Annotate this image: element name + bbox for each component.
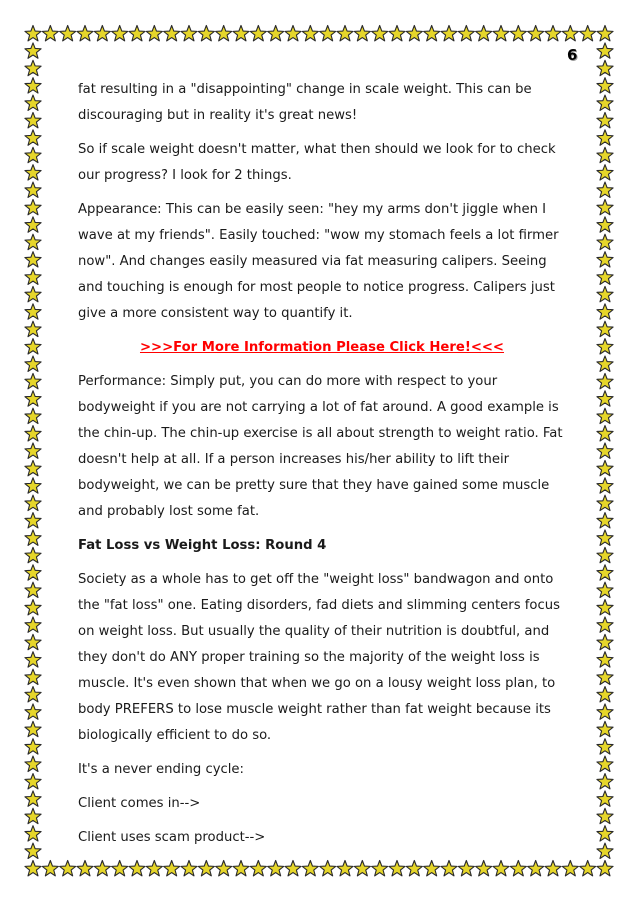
star-icon xyxy=(597,513,613,528)
star-icon xyxy=(424,26,440,41)
star-icon xyxy=(60,26,76,41)
star-icon xyxy=(129,26,145,41)
star-icon xyxy=(597,252,613,267)
star-icon xyxy=(25,286,41,301)
star-icon xyxy=(233,861,249,876)
star-icon xyxy=(25,356,41,371)
star-icon xyxy=(285,26,301,41)
star-icon xyxy=(406,26,422,41)
star-icon xyxy=(216,861,232,876)
star-icon xyxy=(597,356,613,371)
star-icon xyxy=(389,861,405,876)
star-icon xyxy=(597,26,613,41)
star-icon xyxy=(597,78,613,93)
star-icon xyxy=(597,565,613,580)
star-icon xyxy=(597,739,613,754)
star-icon xyxy=(597,269,613,284)
star-icon xyxy=(216,26,232,41)
star-icon xyxy=(42,26,58,41)
star-icon xyxy=(597,704,613,719)
star-icon xyxy=(597,321,613,336)
star-icon xyxy=(25,182,41,197)
star-icon xyxy=(597,199,613,214)
star-icon xyxy=(25,774,41,789)
star-icon xyxy=(372,861,388,876)
star-icon xyxy=(233,26,249,41)
star-icon xyxy=(129,861,145,876)
star-icon xyxy=(597,774,613,789)
star-icon xyxy=(302,861,318,876)
star-icon xyxy=(25,217,41,232)
star-icon xyxy=(25,478,41,493)
star-icon xyxy=(372,26,388,41)
star-icon xyxy=(597,234,613,249)
star-icon xyxy=(354,861,370,876)
star-icon xyxy=(406,861,422,876)
star-icon xyxy=(112,861,128,876)
star-icon xyxy=(25,652,41,667)
star-icon xyxy=(25,843,41,858)
star-icon xyxy=(597,721,613,736)
star-icon xyxy=(597,43,613,58)
star-icon xyxy=(25,826,41,841)
star-icon xyxy=(25,460,41,475)
star-icon xyxy=(25,808,41,823)
star-icon xyxy=(562,861,578,876)
star-icon xyxy=(597,600,613,615)
star-icon xyxy=(510,861,526,876)
star-icon xyxy=(25,600,41,615)
star-icon xyxy=(597,791,613,806)
star-icon xyxy=(25,756,41,771)
star-icon xyxy=(146,26,162,41)
star-icon xyxy=(597,165,613,180)
star-icon xyxy=(597,112,613,127)
star-icon xyxy=(476,26,492,41)
star-icon xyxy=(441,26,457,41)
star-icon xyxy=(597,756,613,771)
star-icon xyxy=(320,26,336,41)
star-icon xyxy=(597,95,613,110)
star-icon xyxy=(597,826,613,841)
star-icon xyxy=(25,426,41,441)
star-icon xyxy=(597,530,613,545)
star-icon xyxy=(597,495,613,510)
star-icon xyxy=(597,443,613,458)
star-icon xyxy=(25,547,41,562)
section-heading: Fat Loss vs Weight Loss: Round 4 xyxy=(78,538,327,553)
star-icon xyxy=(545,861,561,876)
star-icon xyxy=(285,861,301,876)
star-icon xyxy=(25,373,41,388)
star-icon xyxy=(597,617,613,632)
star-icon xyxy=(181,26,197,41)
star-icon xyxy=(25,495,41,510)
star-icon xyxy=(389,26,405,41)
star-icon xyxy=(337,861,353,876)
star-icon xyxy=(528,26,544,41)
star-icon xyxy=(25,704,41,719)
star-icon xyxy=(25,165,41,180)
star-icon xyxy=(25,60,41,75)
star-icon xyxy=(25,95,41,110)
star-icon xyxy=(25,26,41,41)
paragraph: It's a never ending cycle: xyxy=(78,762,244,777)
star-icon xyxy=(337,26,353,41)
star-icon xyxy=(597,478,613,493)
star-icon xyxy=(597,182,613,197)
star-icon xyxy=(25,565,41,580)
paragraph: Performance: Simply put, you can do more with respect to your bodyweight if you are not carrying a lot of fat around. A good example is the chin-up. The chin-up exercise is all about strength to weight ratio. Fat doesn't help at all. If a person increases his/her ability to lift their bodyweight, we can be pretty sure that they have gained some muscle and probably lost some fat. xyxy=(78,374,563,519)
star-icon xyxy=(25,130,41,145)
star-icon xyxy=(597,843,613,858)
star-icon xyxy=(597,634,613,649)
star-icon xyxy=(493,861,509,876)
star-icon xyxy=(25,669,41,684)
star-icon xyxy=(597,339,613,354)
star-icon xyxy=(25,634,41,649)
star-icon xyxy=(597,391,613,406)
star-icon xyxy=(25,78,41,93)
star-icon xyxy=(458,861,474,876)
star-icon xyxy=(94,26,110,41)
star-icon xyxy=(25,391,41,406)
star-icon xyxy=(597,687,613,702)
star-icon xyxy=(25,861,41,876)
star-icon xyxy=(597,547,613,562)
star-icon xyxy=(25,791,41,806)
star-icon xyxy=(112,26,128,41)
star-icon xyxy=(250,26,266,41)
star-icon xyxy=(164,861,180,876)
star-icon xyxy=(146,861,162,876)
star-icon xyxy=(25,339,41,354)
star-icon xyxy=(562,26,578,41)
star-icon xyxy=(597,408,613,423)
star-icon xyxy=(268,861,284,876)
star-icon xyxy=(25,43,41,58)
star-icon xyxy=(77,26,93,41)
star-icon xyxy=(493,26,509,41)
star-icon xyxy=(597,304,613,319)
star-icon xyxy=(25,530,41,545)
star-icon xyxy=(580,861,596,876)
star-icon xyxy=(25,513,41,528)
star-icon xyxy=(25,304,41,319)
star-icon xyxy=(597,808,613,823)
star-icon xyxy=(441,861,457,876)
star-icon xyxy=(25,199,41,214)
star-icon xyxy=(25,582,41,597)
star-icon xyxy=(597,861,613,876)
star-icon xyxy=(25,321,41,336)
star-icon xyxy=(354,26,370,41)
star-icon xyxy=(597,582,613,597)
document-body xyxy=(78,77,566,859)
star-icon xyxy=(94,861,110,876)
paragraph: fat resulting in a "disappointing" change in scale weight. This can be discouraging but in reality it's great news! xyxy=(78,82,532,123)
star-icon xyxy=(597,147,613,162)
star-icon xyxy=(164,26,180,41)
paragraph: So if scale weight doesn't matter, what then should we look for to check our progress? I look for 2 things. xyxy=(78,142,556,183)
star-icon xyxy=(268,26,284,41)
paragraph: Society as a whole has to get off the "weight loss" bandwagon and onto the "fat loss" one. Eating disorders, fad diets and slimming centers focus on weight loss. But usually the quality of their nutrition is doubtful, and they don't do ANY proper training so the majority of the weight loss is muscle. It's even shown that when we go on a lousy weight loss plan, to body PREFERS to lose muscle weight rather than fat weight because its biologically efficient to do so. xyxy=(78,572,560,743)
star-icon xyxy=(25,408,41,423)
star-icon xyxy=(198,861,214,876)
star-icon xyxy=(528,861,544,876)
star-icon xyxy=(25,739,41,754)
paragraph: Client comes in--> xyxy=(78,796,201,811)
star-icon xyxy=(25,252,41,267)
star-icon xyxy=(181,861,197,876)
star-icon xyxy=(25,147,41,162)
star-icon xyxy=(580,26,596,41)
star-icon xyxy=(597,669,613,684)
star-icon xyxy=(597,130,613,145)
star-icon xyxy=(60,861,76,876)
star-icon xyxy=(597,60,613,75)
paragraph: Appearance: This can be easily seen: "hey my arms don't jiggle when I wave at my friends". Easily touched: "wow my stomach feels a lot firmer now". And changes easily measured via fat measuring calipers. Seeing and touching is enough for most people to notice progress. Calipers just give a more consistent way to quantify it. xyxy=(78,202,559,321)
paragraph: Client uses scam product--> xyxy=(78,830,266,845)
star-icon xyxy=(25,721,41,736)
star-icon xyxy=(77,861,93,876)
more-info-link[interactable]: >>>For More Information Please Click Here!<<< xyxy=(139,340,504,355)
star-icon xyxy=(597,460,613,475)
star-icon xyxy=(25,269,41,284)
star-icon xyxy=(458,26,474,41)
star-icon xyxy=(25,234,41,249)
star-icon xyxy=(25,112,41,127)
star-icon xyxy=(302,26,318,41)
star-icon xyxy=(25,617,41,632)
star-icon xyxy=(25,443,41,458)
star-icon xyxy=(510,26,526,41)
page-number: 6 xyxy=(567,46,578,64)
star-icon xyxy=(597,652,613,667)
star-icon xyxy=(198,26,214,41)
star-icon xyxy=(424,861,440,876)
star-icon xyxy=(250,861,266,876)
star-icon xyxy=(25,687,41,702)
star-icon xyxy=(597,286,613,301)
star-icon xyxy=(42,861,58,876)
star-icon xyxy=(597,426,613,441)
star-icon xyxy=(545,26,561,41)
star-icon xyxy=(597,217,613,232)
star-icon xyxy=(597,373,613,388)
star-icon xyxy=(476,861,492,876)
star-icon xyxy=(320,861,336,876)
